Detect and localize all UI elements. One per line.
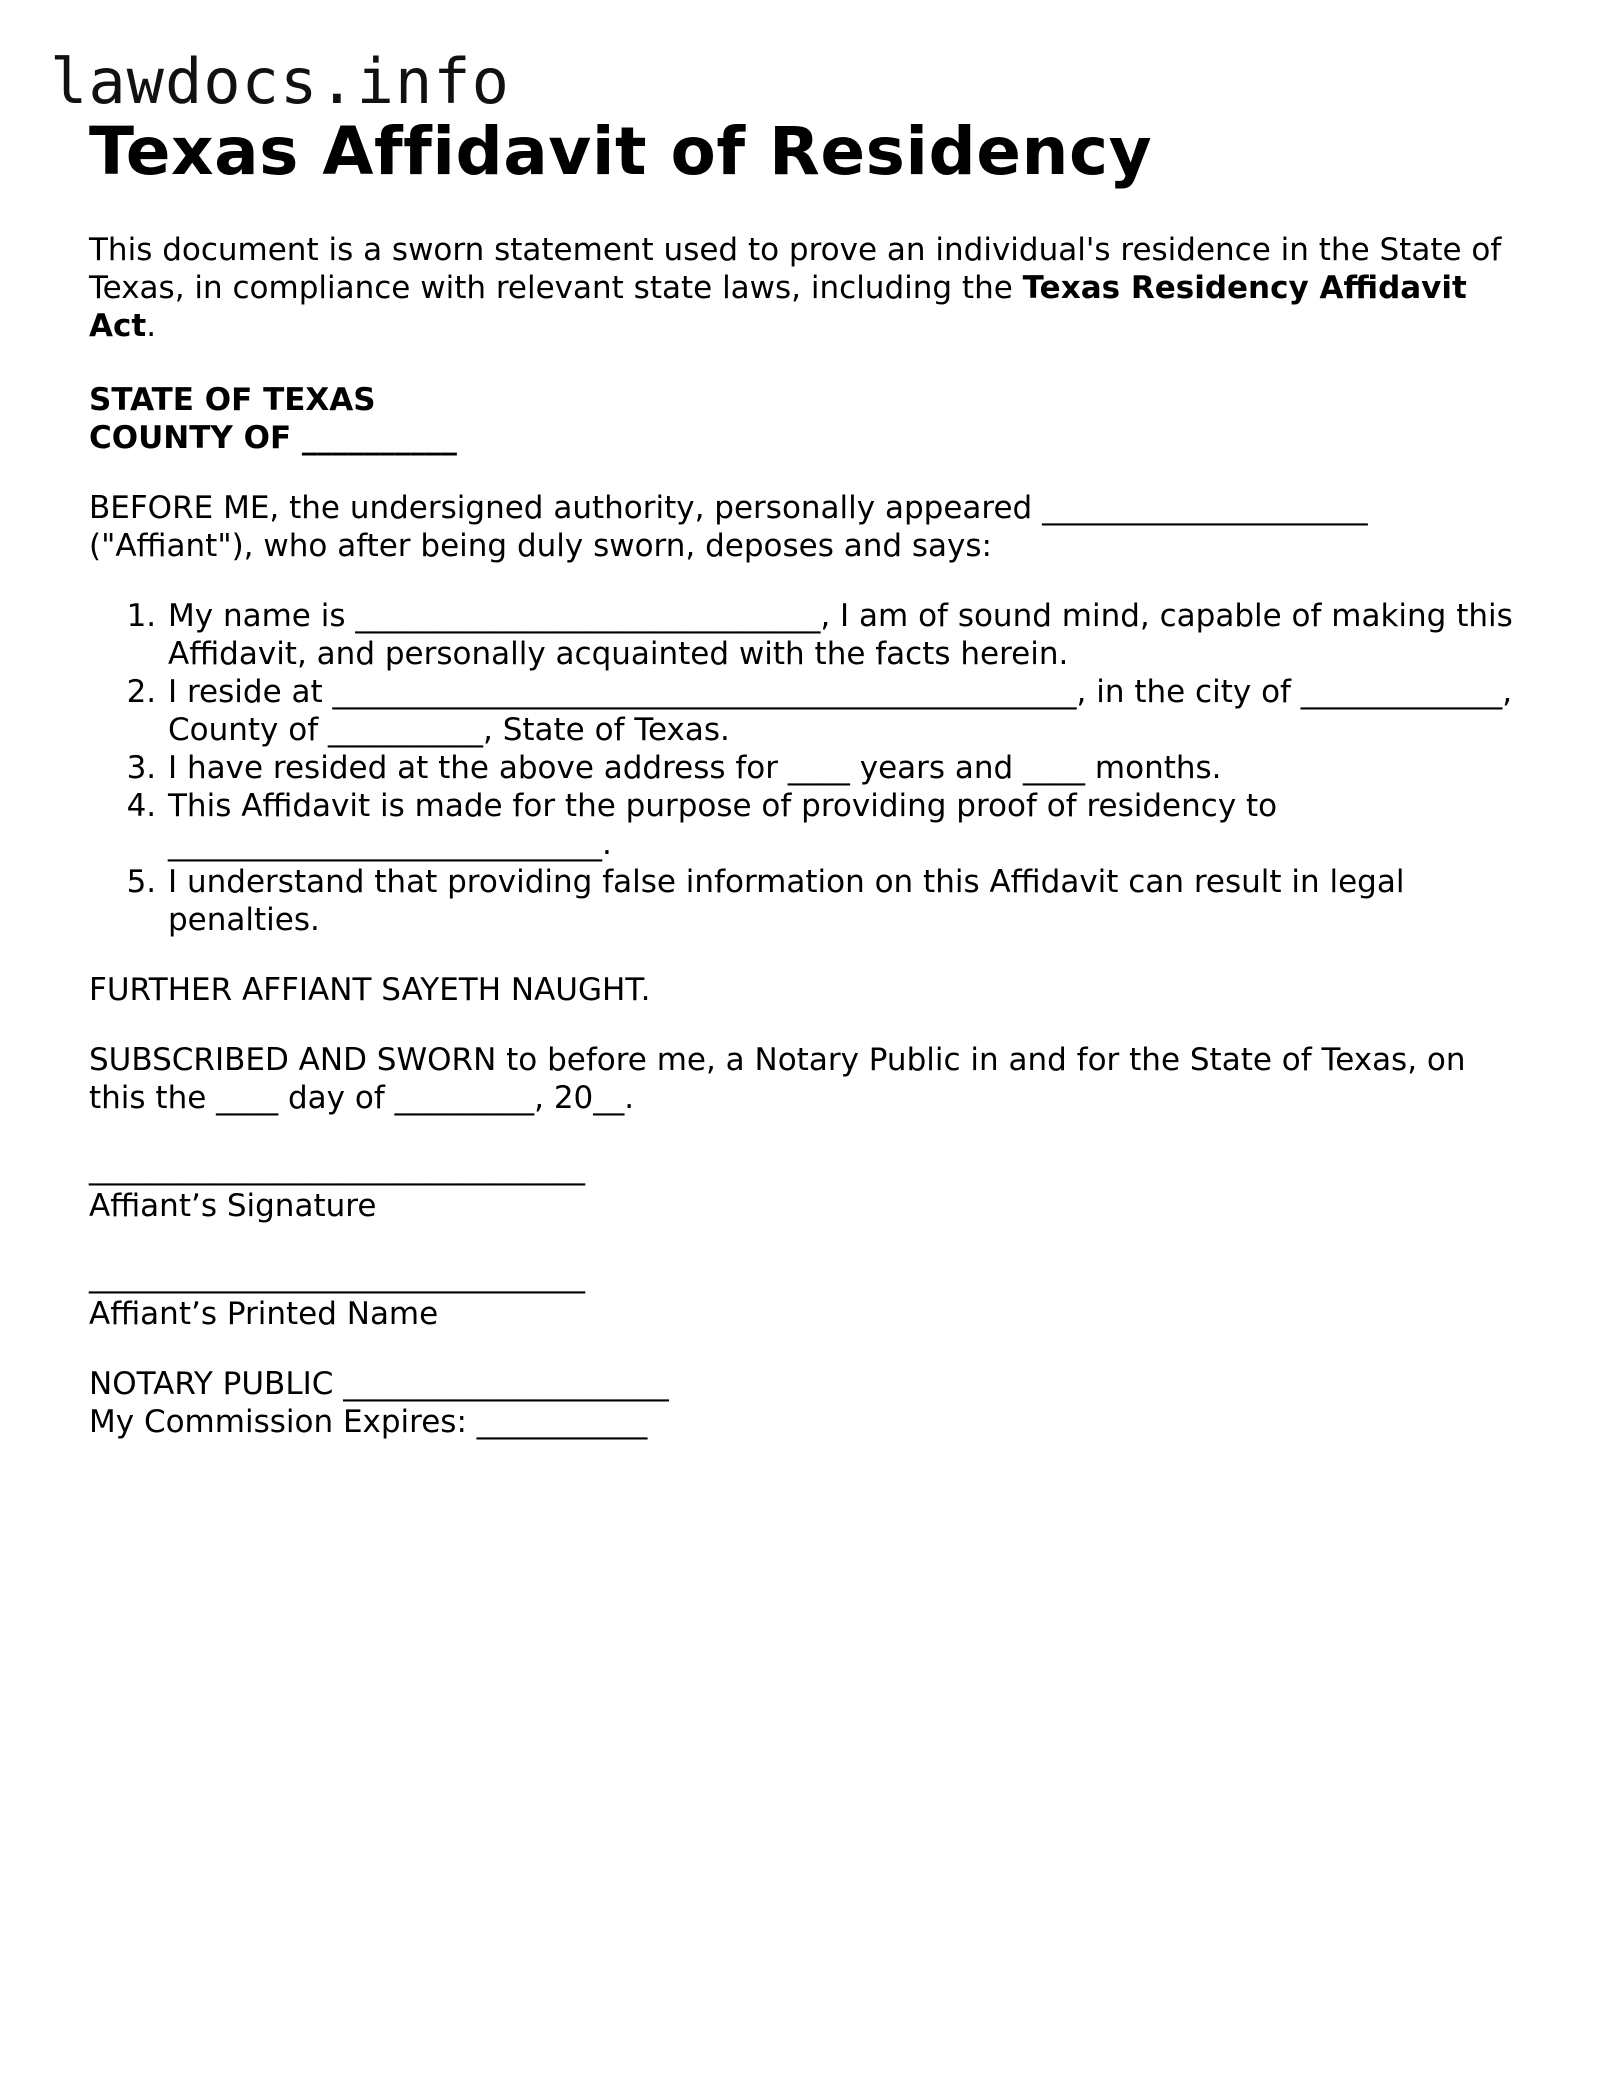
further-statement: FURTHER AFFIANT SAYETH NAUGHT. — [89, 972, 651, 1008]
before-me-paragraph: BEFORE ME, the undersigned authority, personally appeared _____________________ ("Affiant"), who after being duly sworn, deposes and says: — [89, 490, 1368, 564]
notary-public-line: NOTARY PUBLIC _____________________ — [89, 1366, 669, 1402]
printed-name-block — [89, 1257, 1529, 1333]
site-watermark: lawdocs.info — [50, 45, 510, 118]
state-line: STATE OF TEXAS — [89, 382, 376, 418]
signature-block — [89, 1149, 1529, 1225]
statement-item: 2. I reside at ________________________________________________, in the city of _____________, County of __________, State of Texas. — [166, 673, 1529, 749]
signature-label: Affiant’s Signature — [89, 1188, 377, 1224]
intro-end: . — [146, 308, 157, 344]
statements-list — [89, 597, 1529, 939]
statement-item: 1. My name is ______________________________, I am of sound mind, capable of making this Affidavit, and personally acquainted with the facts herein. — [166, 597, 1529, 673]
printed-name-label: Affiant’s Printed Name — [89, 1296, 439, 1332]
act-name: Texas Residency Affidavit Act — [89, 270, 1467, 344]
statement-item: 3. I have resided at the above address for ____ years and ____ months. — [166, 749, 1529, 787]
commission-expires-line: My Commission Expires: ___________ — [89, 1404, 648, 1440]
statement-item: 4. This Affidavit is made for the purpose of providing proof of residency to ____________________________. — [166, 787, 1529, 863]
statement-item: 5. I understand that providing false information on this Affidavit can result in legal penalties. — [166, 863, 1529, 939]
intro-text: This document is a sworn statement used to prove an individual's residence in the State of Texas, in compliance with relevant state laws, including the — [89, 232, 1502, 306]
signature-line: ________________________________ — [89, 1150, 585, 1186]
venue-block — [89, 381, 1529, 457]
printed-name-line: ________________________________ — [89, 1258, 585, 1294]
county-line: COUNTY OF __________ — [89, 420, 457, 456]
intro-paragraph — [89, 231, 1529, 345]
sworn-statement: SUBSCRIBED AND SWORN to before me, a Notary Public in and for the State of Texas, on this the ____ day of _________, 20__. — [89, 1042, 1466, 1116]
notary-block — [89, 1365, 1529, 1441]
document-title: Texas Affidavit of Residency — [89, 113, 1153, 190]
document-page — [89, 110, 1529, 1441]
